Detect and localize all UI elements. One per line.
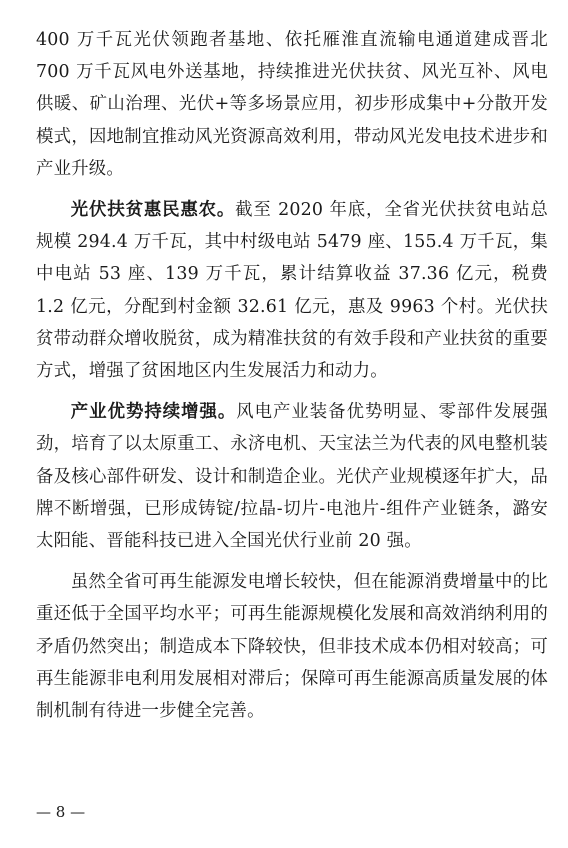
paragraph-gap — [36, 185, 548, 194]
paragraph-text: 风电产业装备优势明显、零部件发展强劲，培育了以太原重工、永济电机、天宝法兰为代表的风电整机装备及核心部件研发、设计和制造企业。光伏产业规模逐年扩大，品牌不断增强，已形成铸锭/拉晶-切片-电池片-组件产业链条，潞安太阳能、晋能科技已进入全国光伏行业前 20 强。 — [36, 402, 548, 552]
paragraph-gap — [36, 387, 548, 396]
page-number: — 8 — — [36, 803, 86, 821]
paragraph-text: 截至 2020 年底，全省光伏扶贫电站总规模 294.4 万千瓦，其中村级电站 5479 座、155.4 万千瓦，集中电站 53 座、139 万千瓦，累计结算收益 37.36 亿元，税费 1.2 亿元，分配到村金额 32.61 亿元，惠及 9963 个村。光伏扶贫带动群众增收脱贫，成为精准扶贫的有效手段和产业扶贫的重要方式，增强了贫困地区内生发展活力和动力。 — [36, 200, 548, 382]
paragraph-challenges — [36, 566, 548, 727]
paragraph-heading: 产业优势持续增强。 — [70, 402, 237, 423]
paragraph-text: 虽然全省可再生能源发电增长较快，但在能源消费增量中的比重还低于全国平均水平；可再生能源规模化发展和高效消纳利用的矛盾仍然突出；制造成本下降较快，但非技术成本仍相对较高；可再生能源非电利用发展相对滞后；保障可再生能源高质量发展的体制机制有待进一步健全完善。 — [36, 572, 548, 722]
document-page — [36, 24, 548, 727]
paragraph-gap — [36, 557, 548, 566]
paragraph-heading: 光伏扶贫惠民惠农。 — [70, 200, 236, 221]
paragraph-continuation — [36, 24, 548, 185]
paragraph-industry-advantage — [36, 396, 548, 557]
paragraph-pv-poverty-alleviation — [36, 194, 548, 387]
paragraph-text: 400 万千瓦光伏领跑者基地、依托雁淮直流输电通道建成晋北 700 万千瓦风电外送基地，持续推进光伏扶贫、风光互补、风电供暖、矿山治理、光伏+等多场景应用，初步形成集中+分散开发模式，因地制宜推动风光资源高效利用，带动风光发电技术进步和产业升级。 — [36, 30, 548, 179]
